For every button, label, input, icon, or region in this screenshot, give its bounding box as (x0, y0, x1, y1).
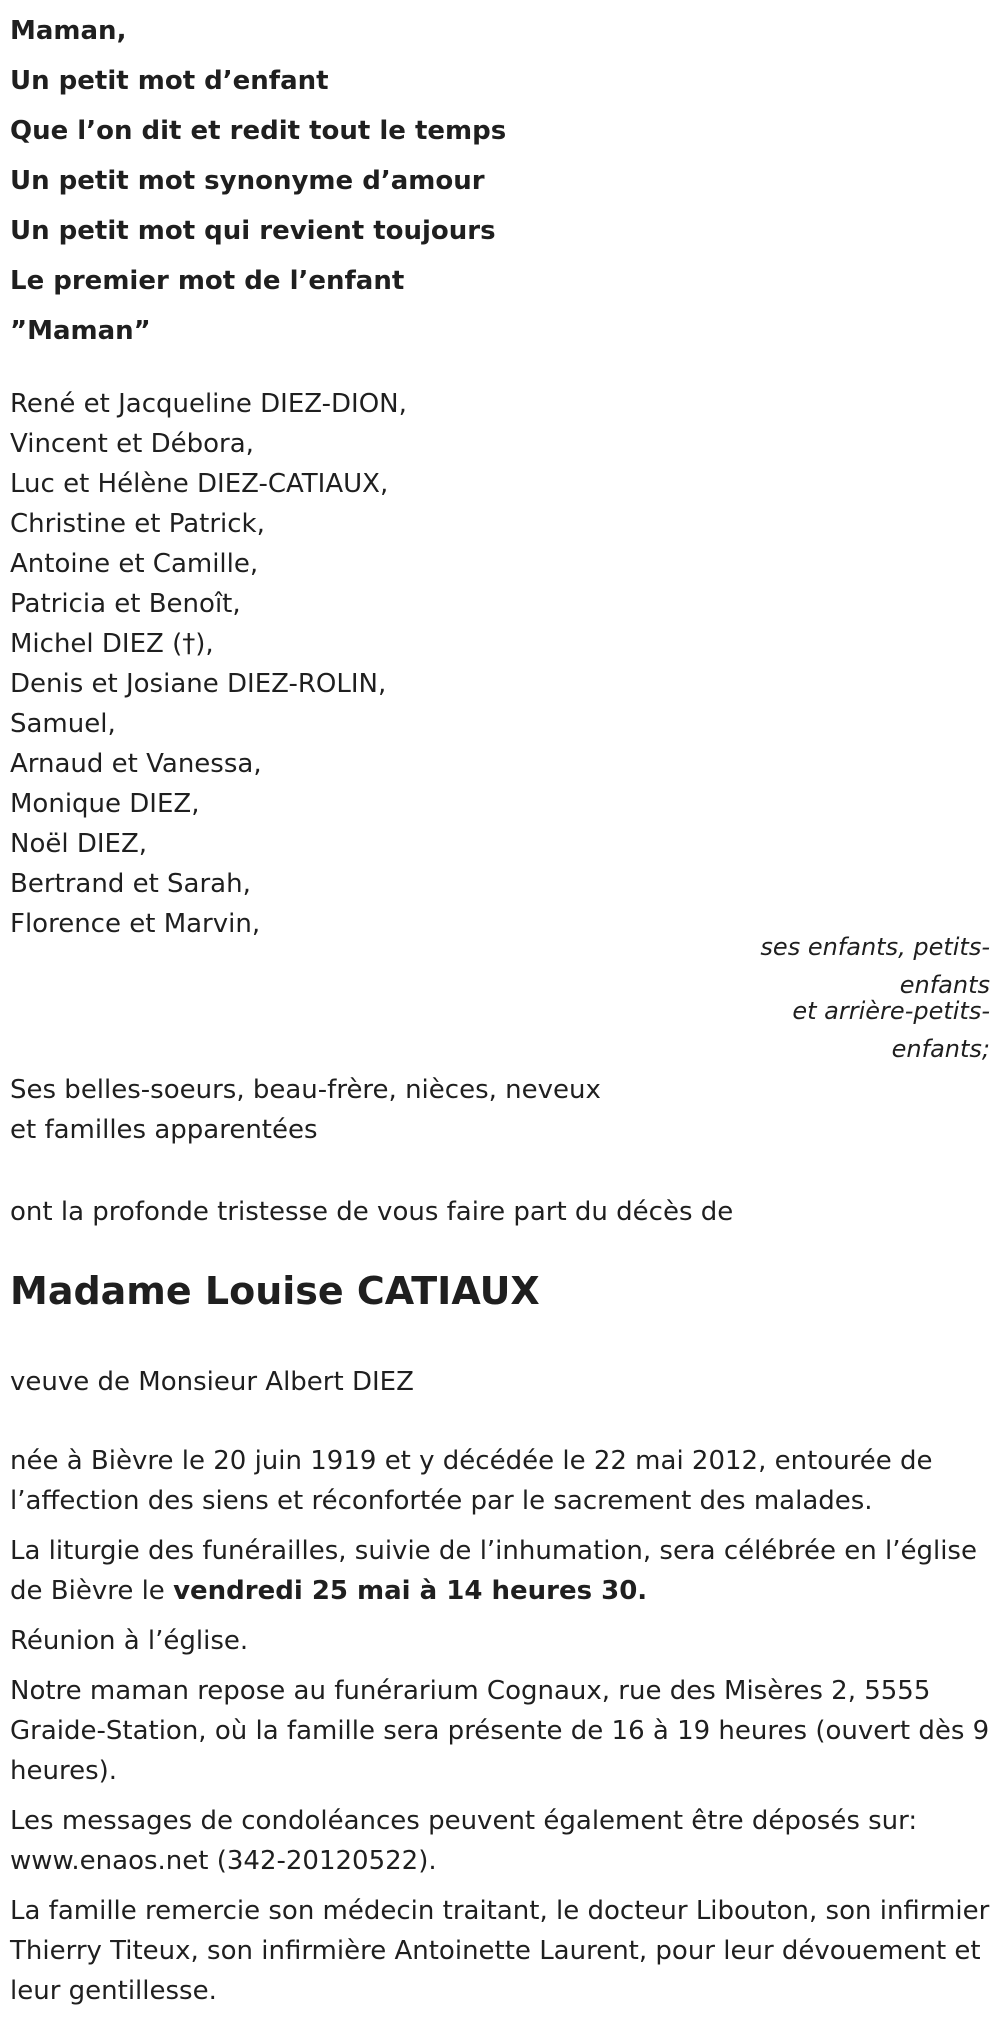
poem-line: Un petit mot synonyme d’amour (10, 166, 485, 196)
meeting-paragraph: Réunion à l’église. (10, 1626, 249, 1656)
liturgy-date: vendredi 25 mai à 14 heures 30. (173, 1576, 648, 1606)
funerarium-paragraph: Notre maman repose au funérarium Cognaux, rue des Misères 2, 5555 Graide-Station, où la famille sera présente de 16 à 19 heures (ouvert dès 9 heures). (10, 1676, 990, 1786)
liturgy-paragraph (10, 1531, 995, 1611)
poem-line: Un petit mot d’enfant (10, 66, 329, 96)
relation-children: ses enfants, petits-enfants (760, 933, 990, 999)
extended-family-line: Ses belles-soeurs, beau-frère, nièces, neveux (10, 1075, 601, 1105)
family-member: Vincent et Débora, (10, 429, 254, 459)
poem (10, 6, 570, 356)
family-member: Christine et Patrick, (10, 509, 265, 539)
family-member: Noël DIEZ, (10, 829, 148, 859)
announcement: ont la profonde tristesse de vous faire part du décès de (10, 1197, 734, 1227)
family-member: René et Jacqueline DIEZ-DION, (10, 389, 407, 419)
family-member: Samuel, (10, 709, 116, 739)
poem-line: Maman, (10, 16, 127, 46)
family-member: Monique DIEZ, (10, 789, 200, 819)
liturgy-text: La liturgie des funérailles, suivie de l’inhumation, sera célébrée en l’église de Bièvre le (10, 1536, 977, 1606)
poem-line: Un petit mot qui revient toujours (10, 216, 496, 246)
family-member: Denis et Josiane DIEZ-ROLIN, (10, 669, 387, 699)
poem-line: ”Maman” (10, 316, 151, 346)
extended-family-line: et familles apparentées (10, 1115, 318, 1145)
family-member: Michel DIEZ (†), (10, 629, 214, 659)
relation-great-grandchildren: et arrière-petits-enfants; (792, 997, 990, 1063)
family-list (10, 384, 710, 944)
deceased-name: Madame Louise CATIAUX (10, 1269, 540, 1313)
extended-family (10, 1070, 910, 1150)
family-member: Florence et Marvin, (10, 909, 261, 939)
widow-of: veuve de Monsieur Albert DIEZ (10, 1367, 414, 1397)
family-member: Antoine et Camille, (10, 549, 259, 579)
family-member: Patricia et Benoît, (10, 589, 241, 619)
poem-line: Que l’on dit et redit tout le temps (10, 116, 507, 146)
funeral-details (10, 1441, 995, 2021)
thanks-paragraph: La famille remercie son médecin traitant, le docteur Libouton, son infirmier Thierry Titeux, son infirmière Antoinette Laurent, pour leur dévouement et leur gentillesse. (10, 1896, 990, 2006)
birth-death-paragraph: née à Bièvre le 20 juin 1919 et y décédée le 22 mai 2012, entourée de l’affection des siens et réconfortée par le sacrement des malades. (10, 1446, 933, 1516)
family-member: Luc et Hélène DIEZ-CATIAUX, (10, 469, 389, 499)
family-member: Arnaud et Vanessa, (10, 749, 262, 779)
poem-line: Le premier mot de l’enfant (10, 266, 405, 296)
family-member: Bertrand et Sarah, (10, 869, 251, 899)
condolences-paragraph: Les messages de condoléances peuvent également être déposés sur: www.enaos.net (342-20120522). (10, 1806, 918, 1876)
